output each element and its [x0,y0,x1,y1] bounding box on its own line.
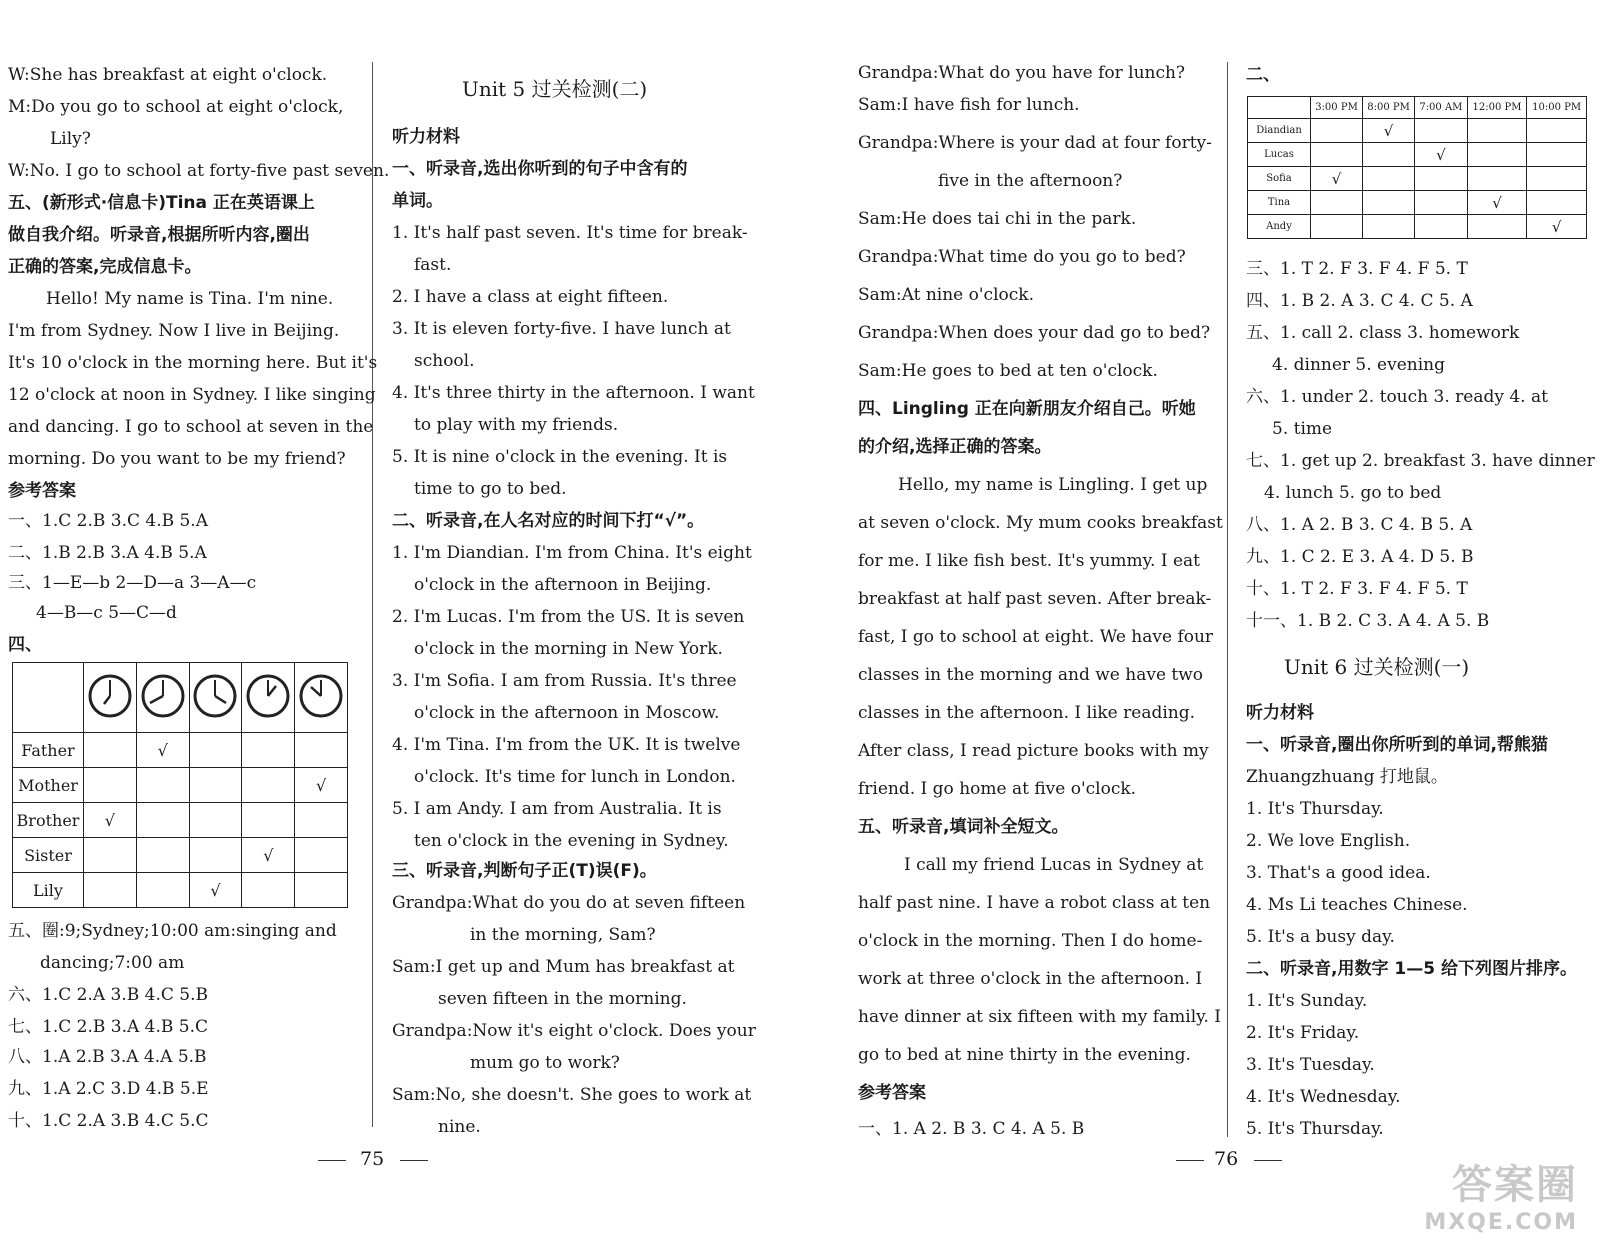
row-name-cell: Sister [13,838,84,873]
check-cell [1363,119,1415,143]
table-row [1248,143,1587,167]
passage-line: and dancing. I go to school at seven in the [8,417,374,437]
table-row [1248,191,1587,215]
passage-line: have dinner at six fifteen with my family. I [858,1007,1222,1027]
page-dash [1176,1160,1204,1161]
row-name-cell: Father [13,733,84,768]
time-table [1247,96,1587,239]
text-line: 4. It's three thirty in the afternoon. I want [392,383,755,403]
text-line: ten o'clock in the evening in Sydney. [414,831,729,851]
row-name-cell: Sofia [1248,167,1311,191]
dialogue-line: Grandpa:What do you have for lunch? [858,63,1186,83]
section-title: 一、听录音,圈出你所听到的单词,帮熊猫 [1246,735,1548,755]
text-line: 5. I am Andy. I am from Australia. It is [392,799,722,819]
passage-line: 12 o'clock at noon in Sydney. I like singing [8,385,376,405]
passage-line: Hello! My name is Tina. I'm nine. [46,289,334,309]
check-cell [84,768,137,803]
text-line: o'clock in the morning in New York. [414,639,723,659]
check-cell [84,873,137,908]
watermark [1424,1153,1578,1235]
check-cell [1415,215,1468,239]
watermark-url: MXQE.COM [1424,1210,1578,1235]
clock-cell [189,663,242,733]
check-cell [1415,143,1468,167]
answer-line: 十、1. T 2. F 3. F 4. F 5. T [1246,579,1468,599]
answer-line: 四、1. B 2. A 3. C 4. C 5. A [1246,291,1473,311]
text-line: M:Do you go to school at eight o'clock, [8,97,344,117]
time-header-cell: 7:00 AM [1415,97,1468,119]
check-cell [295,803,348,838]
row-name-cell: Lucas [1248,143,1311,167]
text-line: 1. I'm Diandian. I'm from China. It's eight [392,543,752,563]
section-title: 单词。 [392,191,443,211]
text-line: school. [414,351,475,371]
check-cell [1527,119,1587,143]
check-mark: √ [210,880,221,900]
section-label: 二、 [1246,65,1280,85]
answer-line: 三、1—E—b 2—D—a 3—A—c [8,573,257,593]
row-name-cell: Lily [13,873,84,908]
answer-line: 三、1. T 2. F 3. F 4. F 5. T [1246,259,1468,279]
check-cell [136,803,189,838]
section-title: 五、听录音,填词补全短文。 [858,817,1069,837]
passage-line: breakfast at half past seven. After break- [858,589,1212,609]
passage-line: o'clock in the morning. Then I do home- [858,931,1203,951]
time-header-cell: 10:00 PM [1527,97,1587,119]
passage-line: at seven o'clock. My mum cooks breakfast [858,513,1223,533]
check-cell [1363,191,1415,215]
check-cell [242,803,295,838]
page-number: 76 [1214,1148,1239,1170]
page-dash [318,1160,346,1161]
blank-cell [1248,97,1311,119]
check-cell [189,838,242,873]
table-row [13,873,348,908]
text-line: 4. Ms Li teaches Chinese. [1246,895,1468,915]
clock-cell [242,663,295,733]
check-cell [136,768,189,803]
text-line: fast. [414,255,452,275]
dialogue-line: Grandpa:Where is your dad at four forty- [858,133,1212,153]
passage-line: I'm from Sydney. Now I live in Beijing. [8,321,340,341]
check-cell [136,838,189,873]
table-row [13,768,348,803]
answer-line: 4—B—c 5—C—d [36,603,177,623]
check-cell [1415,167,1468,191]
check-cell [1527,215,1587,239]
clock-table [12,662,348,908]
blank-cell [13,663,84,733]
text-line: 1. It's half past seven. It's time for break- [392,223,748,243]
check-cell [1311,167,1363,191]
check-cell [295,838,348,873]
answer-line: 七、1.C 2.B 3.A 4.B 5.C [8,1017,208,1037]
text-line: 2. I'm Lucas. I'm from the US. It is seven [392,607,745,627]
check-cell [242,873,295,908]
check-mark: √ [1436,145,1446,164]
answer-line: 4. lunch 5. go to bed [1264,483,1442,503]
dialogue-line: seven fifteen in the morning. [438,989,687,1009]
unit-title: Unit 6 过关检测(一) [1284,655,1470,679]
section-title: 二、听录音,在人名对应的时间下打“√”。 [392,511,705,531]
table-row [1248,215,1587,239]
answer-line: 六、1. under 2. touch 3. ready 4. at [1246,387,1548,407]
check-cell [1311,143,1363,167]
listening-material-heading: 听力材料 [1246,703,1314,723]
text-line: 5. It is nine o'clock in the evening. It is [392,447,728,467]
check-cell [1467,191,1527,215]
row-name-cell: Diandian [1248,119,1311,143]
clock-icon [245,673,291,719]
clock-icon [140,673,186,719]
check-cell [189,873,242,908]
listening-material-heading: 听力材料 [392,127,460,147]
answer-line: 八、1.A 2.B 3.A 4.A 5.B [8,1047,207,1067]
answer-line: 八、1. A 2. B 3. C 4. B 5. A [1246,515,1473,535]
dialogue-line: nine. [438,1117,481,1137]
text-line: W:No. I go to school at forty-five past seven. [8,161,390,181]
text-line: 5. It's a busy day. [1246,927,1395,947]
text-line: 3. It is eleven forty-five. I have lunch at [392,319,731,339]
check-cell [136,873,189,908]
passage-line: It's 10 o'clock in the morning here. But it's [8,353,378,373]
page-dash [400,1160,428,1161]
page-number: 75 [360,1148,385,1170]
dialogue-line: mum go to work? [470,1053,620,1073]
column-divider [1227,62,1228,1137]
dialogue-line: five in the afternoon? [938,171,1123,191]
dialogue-line: Grandpa:What time do you go to bed? [858,247,1186,267]
text-line: o'clock in the afternoon in Beijing. [414,575,712,595]
text-line: 2. I have a class at eight fifteen. [392,287,669,307]
section-title: 三、听录音,判断句子正(T)误(F)。 [392,861,657,881]
dialogue-line: Grandpa:Now it's eight o'clock. Does your [392,1021,756,1041]
section-title: 一、听录音,选出你听到的句子中含有的 [392,159,688,179]
text-line: W:She has breakfast at eight o'clock. [8,65,328,85]
answer-line: 七、1. get up 2. breakfast 3. have dinner [1246,451,1595,471]
table-row [13,803,348,838]
text-line: Lily? [50,129,91,149]
row-name-cell: Tina [1248,191,1311,215]
check-cell [136,733,189,768]
section-title: 二、听录音,用数字 1—5 给下列图片排序。 [1246,959,1577,979]
watermark-text: 答案圈 [1452,1162,1578,1208]
clock-icon [87,673,133,719]
answer-line: 九、1.A 2.C 3.D 4.B 5.E [8,1079,209,1099]
check-cell [1467,119,1527,143]
passage-line: After class, I read picture books with my [858,741,1209,761]
section-title: 四、Lingling 正在向新朋友介绍自己。听她 [858,399,1196,419]
section-title: Zhuangzhuang 打地鼠。 [1246,767,1448,787]
time-header-cell: 3:00 PM [1311,97,1363,119]
dialogue-line: Grandpa:When does your dad go to bed? [858,323,1211,343]
check-cell [295,873,348,908]
row-name-cell: Mother [13,768,84,803]
answer-line: 五、圈:9;Sydney;10:00 am:singing and [8,921,337,941]
table-row [13,733,348,768]
answer-line: dancing;7:00 am [40,953,185,973]
dialogue-line: Sam:No, she doesn't. She goes to work at [392,1085,752,1105]
check-cell [1363,143,1415,167]
dialogue-line: Sam:I get up and Mum has breakfast at [392,957,735,977]
section-title: 正确的答案,完成信息卡。 [8,257,202,277]
check-cell [295,768,348,803]
passage-line: work at three o'clock in the afternoon. I [858,969,1203,989]
check-cell [1311,215,1363,239]
check-cell [84,838,137,873]
passage-line: friend. I go home at five o'clock. [858,779,1137,799]
answer-line: 4. dinner 5. evening [1272,355,1445,375]
text-line: time to go to bed. [414,479,567,499]
text-line: 5. It's Thursday. [1246,1119,1384,1139]
check-mark: √ [1492,193,1502,212]
check-cell [1363,215,1415,239]
table-row [13,838,348,873]
check-cell [1467,215,1527,239]
check-cell [1363,167,1415,191]
answer-line: 5. time [1272,419,1333,439]
check-mark: √ [263,845,274,865]
answer-line: 二、1.B 2.B 3.A 4.B 5.A [8,543,207,563]
check-cell [189,733,242,768]
passage-line: I call my friend Lucas in Sydney at [904,855,1204,875]
check-cell [84,803,137,838]
check-cell [189,803,242,838]
dialogue-line: Sam:He goes to bed at ten o'clock. [858,361,1158,381]
column-divider [372,62,373,1127]
text-line: 4. I'm Tina. I'm from the UK. It is twelve [392,735,741,755]
dialogue-line: Sam:At nine o'clock. [858,285,1034,305]
passage-line: for me. I like fish best. It's yummy. I eat [858,551,1200,571]
text-line: 3. It's Tuesday. [1246,1055,1375,1075]
answer-line: 六、1.C 2.A 3.B 4.C 5.B [8,985,208,1005]
check-mark: √ [1331,169,1342,188]
check-cell [1311,119,1363,143]
clock-cell [84,663,137,733]
table-row [1248,119,1587,143]
answer-line: 十一、1. B 2. C 3. A 4. A 5. B [1246,611,1490,631]
check-mark: √ [157,740,168,760]
check-cell [1527,167,1587,191]
text-line: 3. That's a good idea. [1246,863,1431,883]
answer-line: 一、1.C 2.B 3.C 4.B 5.A [8,511,208,531]
dialogue-line: Sam:He does tai chi in the park. [858,209,1137,229]
section-title: 五、(新形式·信息卡)Tina 正在英语课上 [8,193,315,213]
check-cell [242,768,295,803]
answer-line: 四、 [8,635,42,655]
dialogue-line: Sam:I have fish for lunch. [858,95,1080,115]
check-cell [242,838,295,873]
clock-cell [295,663,348,733]
check-mark: √ [104,810,115,830]
clock-icon [192,673,238,719]
ref-answers-heading: 参考答案 [858,1083,926,1103]
text-line: o'clock. It's time for lunch in London. [414,767,736,787]
passage-line: Hello, my name is Lingling. I get up [898,475,1208,495]
passage-line: fast, I go to school at eight. We have four [858,627,1214,647]
check-cell [189,768,242,803]
answer-line: 五、1. call 2. class 3. homework [1246,323,1520,343]
page-dash [1254,1160,1282,1161]
passage-line: classes in the afternoon. I like reading. [858,703,1196,723]
text-line: 2. We love English. [1246,831,1411,851]
check-cell [1311,191,1363,215]
section-title: 的介绍,选择正确的答案。 [858,437,1052,457]
section-title: 做自我介绍。听录音,根据所听内容,圈出 [8,225,310,245]
time-header-cell: 12:00 PM [1467,97,1527,119]
text-line: to play with my friends. [414,415,619,435]
check-cell [84,733,137,768]
check-cell [1527,191,1587,215]
passage-line: half past nine. I have a robot class at ten [858,893,1211,913]
passage-line: classes in the morning and we have two [858,665,1204,685]
clock-cell [136,663,189,733]
check-cell [1467,143,1527,167]
text-line: 1. It's Sunday. [1246,991,1368,1011]
text-line: o'clock in the afternoon in Moscow. [414,703,720,723]
check-cell [1415,119,1468,143]
check-cell [1415,191,1468,215]
check-cell [295,733,348,768]
passage-line: go to bed at nine thirty in the evening. [858,1045,1191,1065]
row-name-cell: Brother [13,803,84,838]
clock-icon [298,673,344,719]
text-line: 3. I'm Sofia. I am from Russia. It's three [392,671,737,691]
time-header-cell: 8:00 PM [1363,97,1415,119]
dialogue-line: in the morning, Sam? [470,925,656,945]
answer-line: 九、1. C 2. E 3. A 4. D 5. B [1246,547,1474,567]
text-line: 4. It's Wednesday. [1246,1087,1401,1107]
passage-line: morning. Do you want to be my friend? [8,449,346,469]
check-cell [242,733,295,768]
text-line: 2. It's Friday. [1246,1023,1360,1043]
answer-line: 十、1.C 2.A 3.B 4.C 5.C [8,1111,209,1131]
unit-title: Unit 5 过关检测(二) [462,77,648,101]
check-cell [1467,167,1527,191]
check-mark: √ [1383,121,1394,140]
check-mark: √ [315,775,327,795]
table-row [1248,167,1587,191]
check-cell [1527,143,1587,167]
ref-answers-heading: 参考答案 [8,481,76,501]
row-name-cell: Andy [1248,215,1311,239]
check-mark: √ [1551,217,1562,236]
answer-line: 一、1. A 2. B 3. C 4. A 5. B [858,1119,1085,1139]
dialogue-line: Grandpa:What do you do at seven fifteen [392,893,746,913]
text-line: 1. It's Thursday. [1246,799,1384,819]
